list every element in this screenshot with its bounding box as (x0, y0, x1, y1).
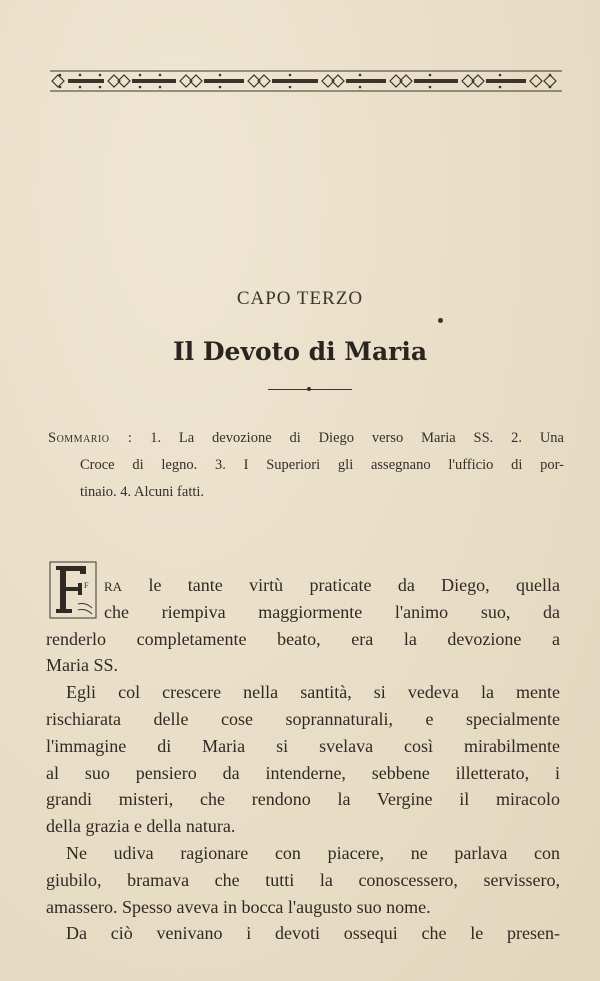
text-line: l'immagine di Maria si svelava così mirabilmente (46, 735, 560, 756)
summary-line: 1. La devozione di Diego verso Maria SS. 2. Una (150, 430, 564, 446)
paragraph (46, 679, 560, 840)
chapter-summary (48, 428, 564, 508)
summary-line: tinaio. 4. Alcuni fatti. (80, 483, 205, 500)
header-ornament (50, 66, 562, 96)
summary-label: Sommario : (48, 430, 133, 446)
decorative-dot (438, 318, 443, 323)
body-text (46, 572, 560, 947)
svg-text:F: F (84, 581, 89, 590)
text-line: amassero. Spesso aveva in bocca l'augusto suo nome. (46, 896, 431, 917)
paragraph (46, 572, 560, 679)
rule-dot (307, 387, 311, 391)
first-small-caps: ra (104, 575, 123, 595)
text-line: rischiarata delle cose soprannaturali, e specialmente (46, 708, 560, 729)
text-line: Maria SS. (46, 655, 118, 676)
text-line: le tante virtù praticate da Diego, quella (148, 575, 561, 595)
chapter-title: Il Devoto di Maria (172, 337, 428, 366)
text-line: della grazia e della natura. (46, 816, 236, 837)
paragraph (46, 840, 560, 920)
summary-line: Croce di legno. 3. I Superiori gli assegnano l'ufficio di por- (80, 456, 564, 473)
text-line: renderlo completamente beato, era la devozione a (46, 628, 560, 649)
chapter-number: CAPO TERZO (236, 288, 364, 309)
text-line: al suo pensiero da intenderne, sebbene illetterato, i (46, 762, 560, 783)
text-line: Egli col crescere nella santità, si vedeva la mente (66, 682, 560, 703)
text-line: che riempiva maggiormente l'animo suo, da (104, 601, 560, 622)
text-line: grandi misteri, che rendono la Vergine il miracolo (46, 789, 560, 810)
text-line: Ne udiva ragionare con piacere, ne parlava con (66, 842, 560, 863)
text-line: giubilo, bramava che tutti la conoscessero, servissero, (46, 869, 560, 890)
text-line: Da ciò venivano i devoti ossequi che le presen- (66, 923, 560, 944)
paragraph (46, 920, 560, 947)
